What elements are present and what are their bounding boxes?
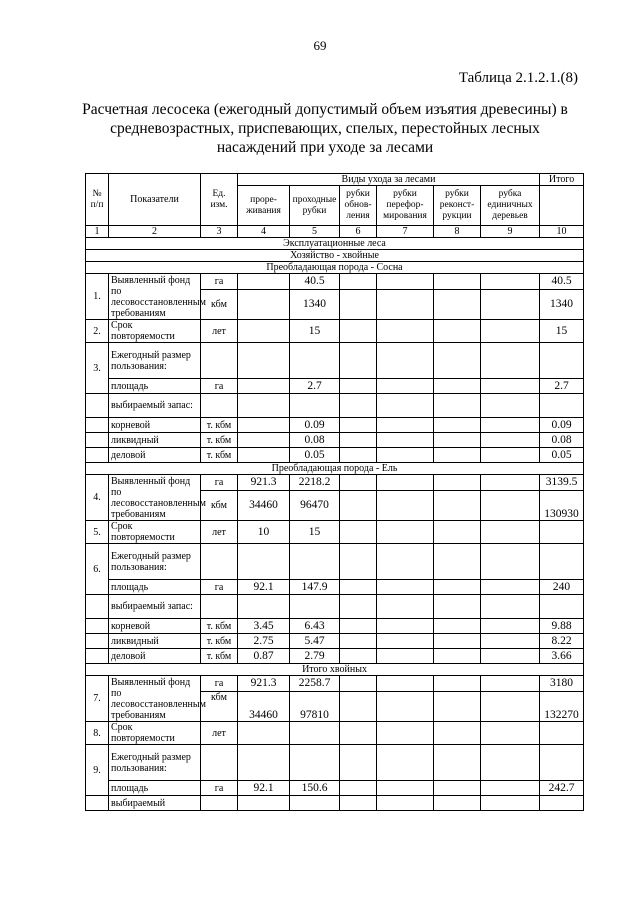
cell-total: 240 — [540, 580, 584, 595]
cell-total: 3.66 — [540, 649, 584, 664]
cell-total: 132270 — [540, 692, 584, 722]
header-thinning: проре-живания — [238, 186, 290, 226]
label-business: деловой — [109, 649, 201, 664]
cell-value: 0.09 — [290, 418, 340, 433]
header-reconstruction-cutting: рубки реконст-рукции — [434, 186, 481, 226]
label-area: площадь — [109, 580, 201, 595]
section-pine: Преобладающая порода - Сосна — [86, 262, 584, 274]
cell-value: 2.79 — [290, 649, 340, 664]
cell-total: 0.09 — [540, 418, 584, 433]
header-single-tree-cutting: рубка единичных деревьев — [481, 186, 540, 226]
cell-value: 92.1 — [238, 781, 290, 796]
label-annual: Ежегодный размер пользования: — [109, 544, 201, 580]
unit-tcbm: т. кбм — [201, 433, 238, 448]
section-exploitation: Эксплуатационные леса — [86, 238, 584, 250]
header-indicators: Показатели — [109, 174, 201, 226]
unit-tcbm: т. кбм — [201, 448, 238, 463]
cell-total: 9.88 — [540, 619, 584, 634]
col-number: 8 — [434, 226, 481, 238]
cell-value: 2218.2 — [290, 475, 340, 491]
col-number: 7 — [377, 226, 434, 238]
cell-total: 242.7 — [540, 781, 584, 796]
cell-value: 34460 — [238, 692, 290, 722]
cell-value: 5.47 — [290, 634, 340, 649]
unit-years: лет — [201, 722, 238, 745]
section-spruce: Преобладающая порода - Ель — [86, 463, 584, 475]
header-total-blank — [540, 186, 584, 226]
cell-value: 10 — [238, 521, 290, 544]
unit-ha: га — [201, 379, 238, 394]
cell-total: 130930 — [540, 491, 584, 521]
cell-value: 97810 — [290, 692, 340, 722]
cell-total: 3180 — [540, 676, 584, 692]
label-annual: Ежегодный размер пользования: — [109, 343, 201, 379]
unit-tcbm: т. кбм — [201, 649, 238, 664]
table-reference: Таблица 2.1.2.1.(8) — [458, 70, 578, 86]
cell-value: 3.45 — [238, 619, 290, 634]
header-total: Итого — [540, 174, 584, 186]
label-liquid: ликвидный — [109, 634, 201, 649]
cell-total: 1340 — [540, 290, 584, 320]
cell-value: 2.75 — [238, 634, 290, 649]
label-fund: Выявленный фонд по лесовосстановленным требованиям — [109, 475, 201, 521]
cell-value: 40.5 — [290, 274, 340, 290]
header-unit: Ед. изм. — [201, 174, 238, 226]
row-number: 2. — [86, 320, 109, 343]
cell-total: 2.7 — [540, 379, 584, 394]
cell-total: 0.05 — [540, 448, 584, 463]
col-number: 3 — [201, 226, 238, 238]
label-stock-cut: выбираемый — [109, 796, 201, 811]
cell-value: 15 — [290, 320, 340, 343]
cell-value: 147.9 — [290, 580, 340, 595]
cell-total: 40.5 — [540, 274, 584, 290]
label-fund: Выявленный фонд по лесовосстановленным требованиям — [109, 274, 201, 320]
col-number: 4 — [238, 226, 290, 238]
unit-ha: га — [201, 781, 238, 796]
unit-years: лет — [201, 320, 238, 343]
section-economy: Хозяйство - хвойные — [86, 250, 584, 262]
cell-value: 96470 — [290, 491, 340, 521]
label-fund: Выявленный фонд по лесовосстановленным требованиям — [109, 676, 201, 722]
unit-ha: га — [201, 676, 238, 692]
row-number: 3. — [86, 343, 109, 394]
section-total-conifer: Итого хвойных — [86, 664, 584, 676]
header-num: № п/п — [86, 174, 109, 226]
unit-ha: га — [201, 580, 238, 595]
label-area: площадь — [109, 379, 201, 394]
col-number: 9 — [481, 226, 540, 238]
cell-value: 0.08 — [290, 433, 340, 448]
label-stock: выбираемый запас: — [109, 595, 201, 619]
header-passage-cutting: проходные рубки — [290, 186, 340, 226]
unit-cbm: кбм — [201, 491, 238, 521]
unit-cbm: кбм — [201, 692, 238, 722]
row-number: 4. — [86, 475, 109, 521]
header-reformation-cutting: рубки перефор-мирования — [377, 186, 434, 226]
cell-value: 15 — [290, 521, 340, 544]
label-period: Срок повторяемости — [109, 521, 201, 544]
col-number: 6 — [340, 226, 377, 238]
col-number: 2 — [109, 226, 201, 238]
label-stock: выбираемый запас: — [109, 394, 201, 418]
header-care-types: Виды ухода за лесами — [238, 174, 540, 186]
label-annual: Ежегодный размер пользования: — [109, 745, 201, 781]
label-area: площадь — [109, 781, 201, 796]
unit-tcbm: т. кбм — [201, 634, 238, 649]
label-period: Срок повторяемости — [109, 320, 201, 343]
row-number: 8. — [86, 722, 109, 745]
label-period: Срок повторяемости — [109, 722, 201, 745]
cell-value: 6.43 — [290, 619, 340, 634]
cell-total: 3139.5 — [540, 475, 584, 491]
row-number: 9. — [86, 745, 109, 796]
row-number: 1. — [86, 274, 109, 320]
document-title: Расчетная лесосека (ежегодный допустимый объем изъятия древесины) в средневозрастных, приспевающих, спелых, перестойных лесных насаждений при уходе за лесами — [82, 101, 568, 156]
cell-value: 2.7 — [290, 379, 340, 394]
cell-value: 92.1 — [238, 580, 290, 595]
row-number: 6. — [86, 544, 109, 595]
row-number: 7. — [86, 676, 109, 722]
cell-value: 34460 — [238, 491, 290, 521]
unit-ha: га — [201, 475, 238, 491]
cell-value: 921.3 — [238, 676, 290, 692]
cell-value: 0.87 — [238, 649, 290, 664]
label-root: корневой — [109, 619, 201, 634]
forest-cutting-table — [85, 173, 584, 811]
header-renewal-cutting: рубки обнов-ления — [340, 186, 377, 226]
cell-value: 2258.7 — [290, 676, 340, 692]
unit-years: лет — [201, 521, 238, 544]
row-number: 5. — [86, 521, 109, 544]
page-number: 69 — [313, 38, 327, 53]
col-number: 1 — [86, 226, 109, 238]
col-number: 5 — [290, 226, 340, 238]
unit-tcbm: т. кбм — [201, 418, 238, 433]
unit-cbm: кбм — [201, 290, 238, 320]
cell-value: 921.3 — [238, 475, 290, 491]
col-number: 10 — [540, 226, 584, 238]
cell-total: 0.08 — [540, 433, 584, 448]
label-business: деловой — [109, 448, 201, 463]
label-root: корневой — [109, 418, 201, 433]
cell-value: 0.05 — [290, 448, 340, 463]
cell-total: 15 — [540, 320, 584, 343]
cell-value: 150.6 — [290, 781, 340, 796]
cell-total: 8.22 — [540, 634, 584, 649]
cell-value: 1340 — [290, 290, 340, 320]
unit-ha: га — [201, 274, 238, 290]
unit-tcbm: т. кбм — [201, 619, 238, 634]
label-liquid: ликвидный — [109, 433, 201, 448]
